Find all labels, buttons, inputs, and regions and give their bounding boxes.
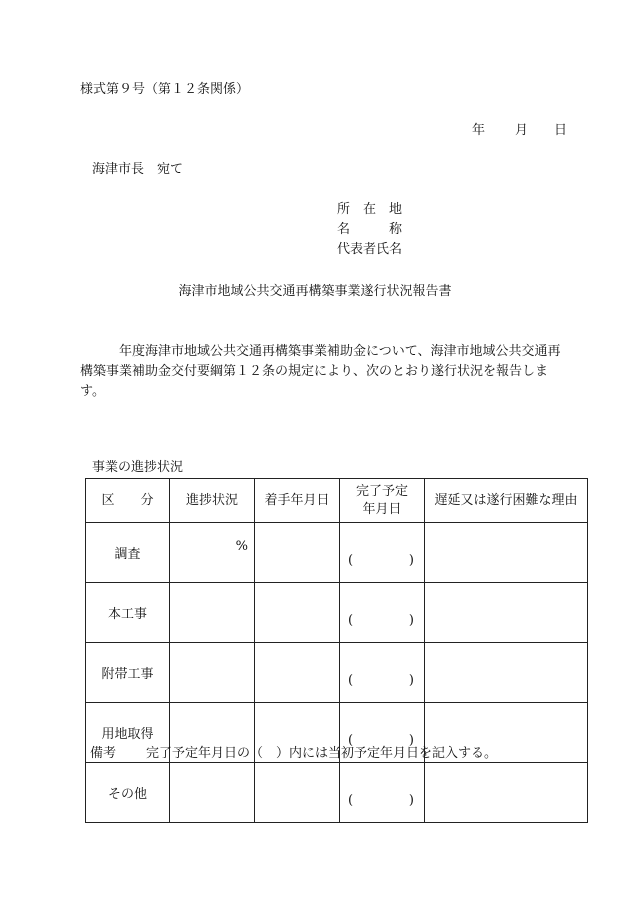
table-row: [86, 523, 588, 583]
header-start-date: 着手年月日: [255, 479, 340, 523]
header-completion-date: 完了予定 年月日: [340, 479, 425, 523]
remarks-text: 完了予定年月日の（ ）内には当初予定年月日を記入する。: [146, 746, 498, 761]
start-date-cell[interactable]: [255, 763, 340, 823]
completion-date-cell[interactable]: ( ): [340, 763, 425, 823]
start-date-cell[interactable]: [255, 583, 340, 643]
progress-cell[interactable]: [170, 763, 255, 823]
completion-date-cell[interactable]: ( ): [340, 523, 425, 583]
progress-cell[interactable]: %: [170, 523, 255, 583]
row-category: 本工事: [86, 583, 170, 643]
date-day-label: 日: [554, 123, 568, 138]
name-label: 名 称: [337, 222, 403, 237]
start-date-cell[interactable]: [255, 523, 340, 583]
row-category: その他: [86, 763, 170, 823]
document-title: 海津市地域公共交通再構築事業遂行状況報告書: [178, 284, 452, 299]
header-category: 区 分: [86, 479, 170, 523]
row-category: 調査: [86, 523, 170, 583]
start-date-cell[interactable]: [255, 643, 340, 703]
row-category: 附帯工事: [86, 643, 170, 703]
form-number: 様式第９号（第１２条関係）: [80, 82, 250, 97]
remarks-label: 備考: [90, 746, 117, 761]
progress-cell[interactable]: [170, 643, 255, 703]
addressee: 海津市長 宛て: [92, 162, 184, 177]
header-delay-reason: 遅延又は遂行困難な理由: [425, 479, 588, 523]
completion-date-cell[interactable]: ( ): [340, 703, 425, 763]
delay-reason-cell[interactable]: [425, 643, 588, 703]
section-label: 事業の進捗状況: [92, 460, 184, 475]
row-category: 用地取得: [86, 703, 170, 763]
table-row: [86, 583, 588, 643]
table-row: [86, 643, 588, 703]
progress-cell[interactable]: [170, 583, 255, 643]
progress-table: [85, 478, 588, 823]
delay-reason-cell[interactable]: [425, 763, 588, 823]
body-text: 年度海津市地域公共交通再構築事業補助金について、海津市地域公共交通再構築事業補助金交付要綱第１２条の規定により、次のとおり遂行状況を報告します。: [80, 344, 561, 399]
address-label: 所 在 地: [337, 202, 403, 217]
completion-date-cell[interactable]: ( ): [340, 583, 425, 643]
date-year-label: 年: [472, 123, 486, 138]
table-header-row: [86, 479, 588, 523]
representative-label: 代表者氏名: [337, 242, 403, 257]
applicant-fields: [337, 203, 402, 263]
remarks: [90, 747, 497, 760]
delay-reason-cell[interactable]: [425, 583, 588, 643]
delay-reason-cell[interactable]: [425, 523, 588, 583]
table-row: [86, 763, 588, 823]
header-progress: 進捗状況: [170, 479, 255, 523]
date-month-label: 月: [515, 123, 529, 138]
completion-date-cell[interactable]: ( ): [340, 643, 425, 703]
